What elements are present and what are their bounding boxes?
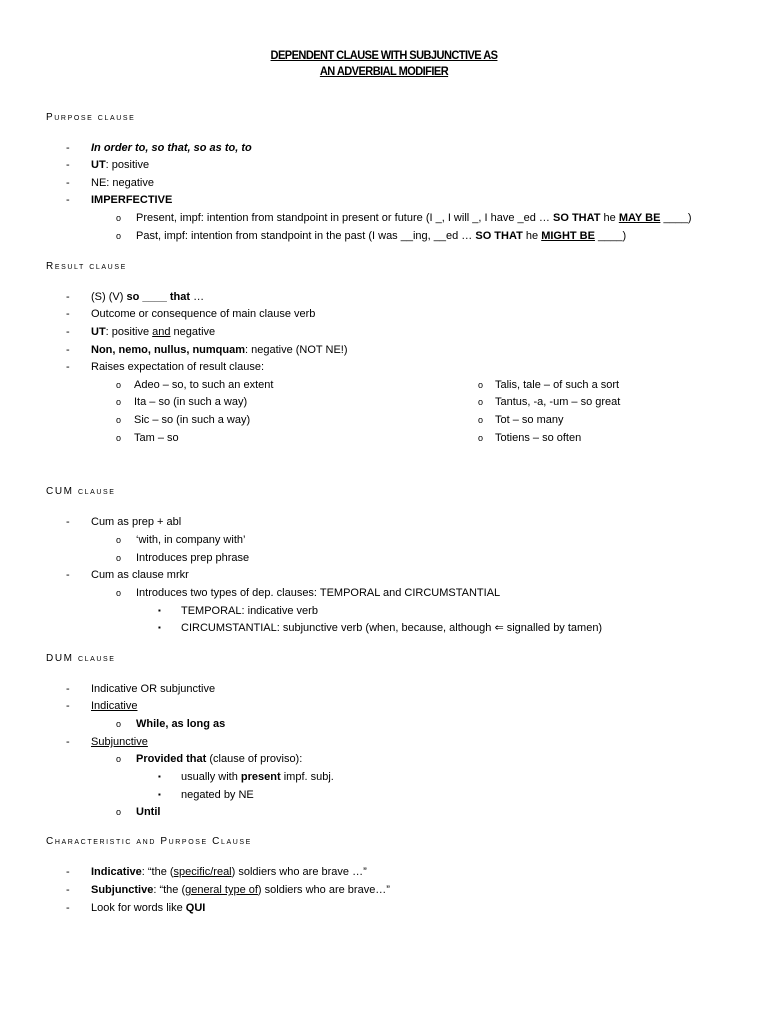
char-item: [91, 901, 205, 915]
dash-bullet: -: [66, 866, 70, 878]
result-adverb-left: Adeo – so, to such an extent: [134, 379, 274, 391]
dash-bullet: -: [66, 308, 70, 320]
dash-bullet: -: [66, 569, 70, 581]
purpose-subitem: [136, 229, 626, 243]
cum-subsubitem: TEMPORAL: indicative verb: [181, 605, 318, 617]
purpose-item: [91, 158, 149, 172]
text-span: impf. subj.: [280, 771, 334, 783]
text-span: : positive: [105, 159, 150, 171]
result-adverb-left: Tam – so: [134, 432, 179, 444]
purpose-item: IMPERFECTIVE: [91, 194, 173, 206]
text-span: ) soldiers who are brave…”: [257, 884, 390, 896]
text-span: Past, impf: intention from standpoint in the past (I was __ing, __ed …: [136, 230, 476, 242]
result-item: Outcome or consequence of main clause verb: [91, 308, 316, 320]
circle-bullet: o: [116, 380, 122, 390]
section-heading-dum: DUM clause: [46, 653, 116, 664]
circle-bullet: o: [116, 231, 122, 241]
dash-bullet: -: [66, 516, 70, 528]
text-span: ____): [594, 230, 627, 242]
result-item: Raises expectation of result clause:: [91, 361, 265, 373]
circle-bullet: o: [116, 719, 122, 729]
purpose-item: In order to, so that, so as to, to: [91, 142, 252, 154]
result-adverb-left: Sic – so (in such a way): [134, 414, 251, 426]
text-span: ____): [660, 212, 692, 224]
dash-bullet: -: [66, 884, 70, 896]
dum-subitem: Until: [136, 806, 161, 818]
cum-item: Cum as prep + abl: [91, 516, 182, 528]
underlined-text: and: [152, 326, 171, 338]
purpose-subitem: [136, 211, 692, 225]
text-span: Present, impf: intention from standpoint in present or future (I _, I will _, I have _ed …: [136, 212, 553, 224]
char-item: [91, 883, 390, 897]
text-span: CIRCUMSTANTIAL: subjunctive verb (when, because, although: [181, 622, 495, 634]
cum-subitem: Introduces two types of dep. clauses: TEMPORAL and CIRCUMSTANTIAL: [136, 587, 501, 599]
dash-bullet: -: [66, 291, 70, 303]
dash-bullet: -: [66, 344, 70, 356]
emphasis: QUI: [185, 902, 206, 914]
text-span: (S) (V): [91, 291, 127, 303]
circle-bullet: o: [116, 415, 122, 425]
circle-bullet: o: [478, 380, 484, 390]
dash-bullet: -: [66, 902, 70, 914]
dash-bullet: -: [66, 361, 70, 373]
dum-item: Indicative OR subjunctive: [91, 683, 216, 695]
left-arrow-icon: ⇐: [494, 622, 504, 634]
circle-bullet: o: [478, 415, 484, 425]
underlined-text: specific/real: [173, 866, 232, 878]
dash-bullet: -: [66, 177, 70, 189]
cum-item: Cum as clause mrkr: [91, 569, 189, 581]
emphasis: SO THAT: [553, 212, 601, 224]
result-adverb-right: Talis, tale – of such a sort: [495, 379, 620, 391]
square-bullet: ▪: [158, 772, 161, 781]
circle-bullet: o: [116, 588, 122, 598]
result-adverb-right: Tot – so many: [495, 414, 564, 426]
dash-bullet: -: [66, 683, 70, 695]
cum-subitem: ‘with, in company with’: [136, 534, 246, 546]
cum-subsubitem: [181, 621, 602, 635]
cum-subitem: Introduces prep phrase: [136, 552, 250, 564]
text-span: Look for words like: [91, 902, 186, 914]
circle-bullet: o: [478, 433, 484, 443]
result-adverb-right: Tantus, -a, -um – so great: [495, 396, 621, 408]
dum-subsubitem: negated by NE: [181, 789, 254, 801]
circle-bullet: o: [116, 807, 122, 817]
text-span: negative: [170, 326, 216, 338]
dash-bullet: -: [66, 194, 70, 206]
emphasis: present: [240, 771, 281, 783]
dum-item: Indicative: [91, 700, 138, 712]
dash-bullet: -: [66, 142, 70, 154]
dash-bullet: -: [66, 326, 70, 338]
emphasis: Subjunctive: [91, 884, 154, 896]
circle-bullet: o: [116, 535, 122, 545]
text-span: ) soldiers who are brave …”: [231, 866, 367, 878]
emphasis: Indicative: [91, 866, 142, 878]
section-heading-result: Result clause: [46, 261, 127, 272]
circle-bullet: o: [116, 754, 122, 764]
dum-subsubitem: [181, 770, 334, 784]
dum-subitem: While, as long as: [136, 718, 226, 730]
dum-subitem: [136, 752, 302, 766]
circle-bullet: o: [116, 433, 122, 443]
text-span: usually with: [181, 771, 241, 783]
section-heading-characteristic: Characteristic and Purpose Clause: [46, 836, 252, 847]
result-adverb-left: Ita – so (in such a way): [134, 396, 248, 408]
document-title-line-1: DEPENDENT CLAUSE WITH SUBJUNCTIVE AS: [270, 48, 498, 62]
circle-bullet: o: [478, 397, 484, 407]
square-bullet: ▪: [158, 790, 161, 799]
emphasis: MAY BE: [618, 212, 661, 224]
text-span: he: [600, 212, 619, 224]
emphasis: Provided that: [136, 753, 207, 765]
text-span: : “the (: [153, 884, 186, 896]
emphasis: MIGHT BE: [541, 230, 595, 242]
dash-bullet: -: [66, 736, 70, 748]
document-title-line-2: AN ADVERBIAL MODIFIER: [319, 64, 449, 78]
section-heading-cum: CUM clause: [46, 486, 116, 497]
result-item: [91, 290, 204, 304]
result-item: [91, 325, 215, 339]
circle-bullet: o: [116, 397, 122, 407]
text-span: (clause of proviso):: [206, 753, 303, 765]
text-span: : negative (NOT NE!): [245, 344, 348, 356]
text-span: signalled by tamen): [503, 622, 603, 634]
dash-bullet: -: [66, 700, 70, 712]
emphasis: UT: [91, 326, 106, 338]
square-bullet: ▪: [158, 623, 161, 632]
text-span: …: [190, 291, 205, 303]
text-span: he: [522, 230, 542, 242]
dash-bullet: -: [66, 159, 70, 171]
emphasis: SO THAT: [475, 230, 523, 242]
underlined-text: general type of: [185, 884, 258, 896]
result-adverb-right: Totiens – so often: [495, 432, 582, 444]
circle-bullet: o: [116, 213, 122, 223]
text-span: : positive: [105, 326, 153, 338]
result-item: [91, 343, 348, 357]
dum-item: Subjunctive: [91, 736, 148, 748]
circle-bullet: o: [116, 553, 122, 563]
purpose-item: NE: negative: [91, 177, 154, 189]
text-span: : “the (: [141, 866, 174, 878]
emphasis: Non, nemo, nullus, numquam: [91, 344, 245, 356]
square-bullet: ▪: [158, 606, 161, 615]
emphasis: so ____ that: [126, 291, 191, 303]
char-item: [91, 865, 367, 879]
section-heading-purpose: Purpose clause: [46, 112, 136, 123]
emphasis: UT: [91, 159, 106, 171]
